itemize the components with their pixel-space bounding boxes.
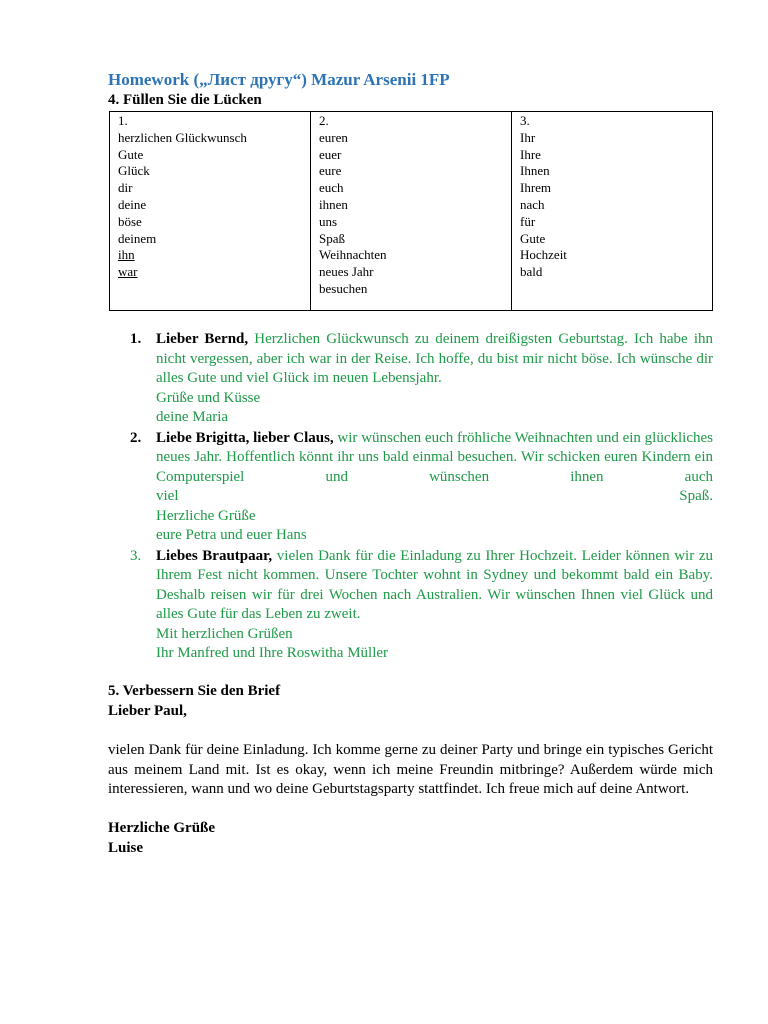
letter-to-correct [108, 702, 713, 858]
word-item: uns [319, 213, 338, 229]
letter-text [156, 429, 713, 488]
blank-line [108, 800, 713, 820]
section-5-heading: 5. Verbessern Sie den Brief [108, 683, 281, 699]
word-item: für [520, 213, 536, 229]
letter-salutation: Lieber Paul, [108, 703, 187, 719]
letter-signature: deine Maria [156, 409, 229, 425]
letter-greeting: Liebe Brigitta, lieber Claus, [156, 429, 334, 446]
item-number: 1. [130, 331, 142, 347]
word-item: deine [118, 196, 147, 212]
letter-body: wir wünschen euch fröhliche Weihnachten und ein glückliches neues Jahr. Hoffentlich könnt ihr uns bald einmal besuchen. Wir schicken euren Kindern ein Computerspiel und wünschen ihnen auch [156, 429, 713, 485]
list-item [130, 330, 713, 428]
word-item: euch [319, 180, 344, 196]
word-item: besuchen [319, 280, 368, 296]
word-item: dir [118, 180, 133, 196]
letter-signature: Luise [108, 839, 144, 856]
word-item: Ihnen [520, 163, 550, 179]
letter-body: vielen Dank für die Einladung zu Ihrer Hochzeit. Leider können wir zu Ihrem Fest nicht kommen. Unsere Tochter wohnt in Sydney und bekommt bald ein Baby. Deshalb reisen wir für drei Wochen nach Australien. Wir wünschen Ihnen viel Glück und alles Gute für das Leben zu zweit. [156, 547, 713, 622]
word-item: Ihrem [520, 180, 552, 196]
blank-line [108, 722, 713, 742]
word-item: bald [520, 264, 543, 280]
letter-closing: Mit herzlichen Grüßen [156, 625, 293, 642]
table-row [110, 112, 713, 311]
word-item: nach [520, 196, 545, 212]
word-item: herzlichen Glückwunsch [118, 129, 247, 145]
letter-body: vielen Dank für deine Einladung. Ich komme gerne zu deiner Party und bringe ein typisches Gericht aus meinem Land mit. Ist es okay, wenn ich meine Freundin mitbringe? Außerdem würde mich interessieren, wann und wo deine Geburtstagsparty stattfindet. Ich freue mich auf deine Antwort. [108, 742, 713, 797]
word-item: deinem [118, 230, 157, 246]
document-title: Homework („Лист другу“) Mazur Arsenii 1FP [108, 70, 450, 89]
word-item: euer [319, 146, 342, 162]
word-column-2 [311, 112, 512, 311]
letter-signature: Ihr Manfred und Ihre Roswitha Müller [156, 645, 389, 661]
letter-closing: Herzliche Grüße [108, 820, 216, 836]
word-table [109, 111, 713, 311]
letters-list [130, 330, 713, 665]
letter-body-end: viel Spaß. [156, 488, 713, 504]
item-number: 3. [130, 547, 142, 564]
item-number: 2. [130, 429, 142, 446]
word-column-1 [110, 112, 311, 311]
word-column-3 [512, 112, 713, 311]
word-item-underlined: ihn [118, 247, 135, 263]
section-4-heading: 4. Füllen Sie die Lücken [108, 92, 262, 108]
word-item: Ihr [520, 129, 536, 145]
word-item: Weihnachten [319, 247, 387, 263]
word-item-underlined: war [118, 264, 138, 280]
word-item: neues Jahr [319, 264, 374, 280]
word-item: Hochzeit [520, 247, 567, 263]
word-item: Gute [118, 146, 144, 162]
word-item: euren [319, 129, 348, 145]
word-item: Spaß [319, 230, 345, 246]
word-item: böse [118, 213, 142, 229]
word-item: eure [319, 163, 342, 179]
word-item: Glück [118, 163, 150, 179]
letter-closing: Grüße und Küsse [156, 389, 261, 406]
column-number: 1. [118, 113, 128, 128]
word-item: Ihre [520, 146, 541, 162]
list-item [130, 429, 713, 546]
list-item [130, 547, 713, 664]
letter-text [156, 547, 713, 625]
column-number: 2. [319, 113, 329, 128]
word-item: ihnen [319, 196, 348, 212]
letter-text [156, 330, 713, 389]
letter-signature: eure Petra und euer Hans [156, 527, 307, 543]
word-item: Gute [520, 230, 546, 246]
letter-greeting: Lieber Bernd, [156, 331, 249, 347]
letter-greeting: Liebes Brautpaar, [156, 547, 273, 564]
letter-closing: Herzliche Grüße [156, 507, 256, 524]
column-number: 3. [520, 113, 530, 128]
letter-body: Herzlichen Glückwunsch zu deinem dreißigsten Geburtstag. Ich habe ihn nicht vergessen, aber ich war in der Reise. Ich hoffe, du bist mir nicht böse. Ich wünsche dir alles Gute und viel Glück im neuen Lebensjahr. [156, 331, 713, 386]
